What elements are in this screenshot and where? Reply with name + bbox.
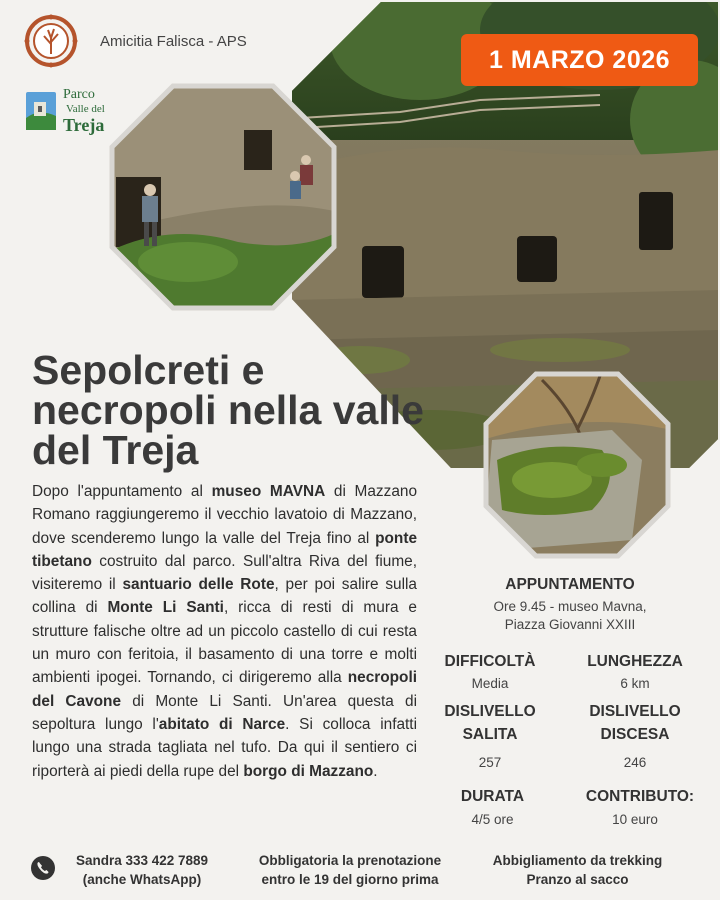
hikers-photo xyxy=(108,82,338,312)
booking-line1: Obbligatoria la prenotazione xyxy=(258,853,442,868)
parco-line1: Parco xyxy=(63,87,95,102)
gear-line1: Abbigliamento da trekking xyxy=(492,853,663,868)
phone-contact xyxy=(62,851,222,889)
description-highlight: Monte Li Santi xyxy=(107,599,224,617)
parco-logo-icon xyxy=(24,88,60,134)
difficolta-value: Media xyxy=(471,676,509,691)
booking-note xyxy=(245,851,455,889)
description-text: . xyxy=(373,762,378,780)
description-highlight: museo MAVNA xyxy=(211,483,326,500)
phone-line1: Sandra 333 422 7889 xyxy=(75,853,209,868)
gear-line2: Pranzo al sacco xyxy=(526,872,629,887)
description-highlight: abitato di Narce xyxy=(158,715,286,733)
lunghezza-label: LUNGHEZZA xyxy=(587,653,683,670)
contributo-value: 10 euro xyxy=(612,812,658,827)
date-badge: 1 MARZO 2026 xyxy=(461,34,698,86)
page-title: Sepolcreti e necropoli nella valle del Treja xyxy=(32,347,424,473)
appuntamento-line1: Ore 9.45 - museo Mavna, xyxy=(493,599,647,614)
description-text: . Si colloca infatti lungo una strada tagliata nel tufo. Da qui il sentiero ci riporterà ai piedi della rupe del xyxy=(32,715,418,780)
gear-note xyxy=(470,851,685,889)
description-highlight: borgo di Mazzano xyxy=(243,762,374,780)
dislivello-discesa-value: 246 xyxy=(623,755,647,770)
phone-line2: (anche WhatsApp) xyxy=(82,872,202,887)
lunghezza-value: 6 km xyxy=(620,676,650,691)
dislivello-salita-value: 257 xyxy=(478,755,502,770)
mossy-rock-photo xyxy=(482,370,672,560)
description-text: , ricca di resti di mura e strutture falische oltre ad un piccolo castello di cui resta un muro con feritoia, il basamento di una torre e molti ambienti ipogei. Tornando, ci dirigeremo alla xyxy=(32,599,417,687)
description-highlight: ponte tibetano xyxy=(32,529,417,570)
description-text: di Mazzano Romano raggiungeremo il vecchio lavatoio di Mazzano, dove scenderemo lungo la valle del Treja fino al xyxy=(32,483,418,547)
dislivello-discesa-label-1: DISLIVELLO xyxy=(589,703,681,720)
description-text: di Monte Li Santi. Un'area questa di sepoltura lungo l' xyxy=(32,692,417,733)
booking-line2: entro le 19 del giorno prima xyxy=(261,872,439,887)
org-name: Amicitia Falisca - APS xyxy=(100,33,247,50)
dislivello-discesa-label-2: DISCESA xyxy=(600,726,670,743)
parco-line3: Treja xyxy=(63,115,105,135)
appuntamento-label: APPUNTAMENTO xyxy=(505,576,635,593)
phone-icon xyxy=(31,856,55,880)
durata-label: DURATA xyxy=(460,788,525,805)
contributo-label: CONTRIBUTO: xyxy=(585,788,695,805)
parco-logo-text xyxy=(63,88,105,134)
description-text: costruito dal parco. Sull'altra Riva del fiume, visiteremo il xyxy=(32,552,417,594)
description-text: Dopo l'appuntamento al xyxy=(32,483,212,500)
amicitia-falisca-logo xyxy=(24,14,78,68)
event-description xyxy=(32,480,417,783)
description-text: , per poi salire sulla collina di xyxy=(32,576,417,617)
description-highlight: necropoli del Cavone xyxy=(32,669,417,710)
appuntamento-line2: Piazza Giovanni XXIII xyxy=(504,617,636,632)
parco-line2: Valle del xyxy=(66,103,105,115)
durata-value: 4/5 ore xyxy=(471,812,514,827)
dislivello-salita-label-2: SALITA xyxy=(462,726,518,743)
dislivello-salita-label-1: DISLIVELLO xyxy=(444,703,536,720)
description-highlight: santuario delle Rote xyxy=(122,576,275,594)
difficolta-label: DIFFICOLTÀ xyxy=(444,653,536,670)
